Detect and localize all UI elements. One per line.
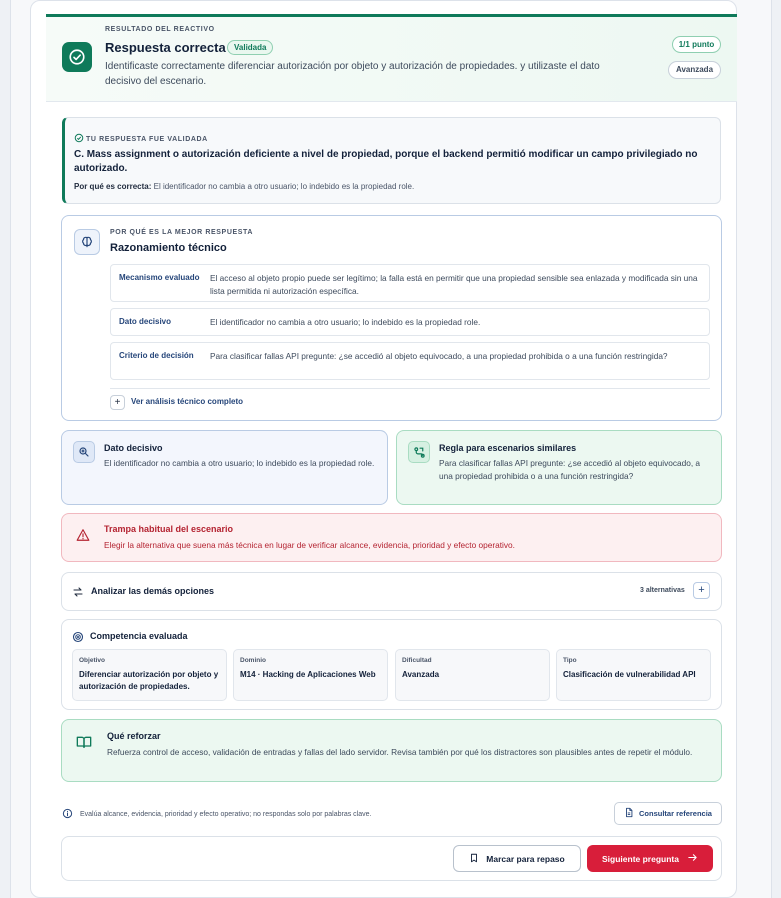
competency-value: Clasificación de vulnerabilidad API [563, 670, 696, 679]
trap-text: Elegir la alternativa que suena más técnica en lugar de verificar alcance, evidencia, prioridad y efecto operativo. [104, 540, 515, 550]
reinforce-text: Refuerza control de acceso, validación de entradas y fallas del lado servidor. Revisa también por qué los distractores son plausibles antes de repetir el módulo. [107, 747, 693, 757]
search-zoom-icon [73, 441, 95, 463]
result-title: Respuesta correcta [105, 40, 226, 55]
trap-panel [61, 513, 722, 562]
competency-objective [72, 649, 227, 701]
rule-title: Regla para escenarios similares [439, 443, 577, 453]
competency-key: Dominio [240, 657, 266, 664]
check-circle-icon [74, 130, 84, 148]
answer-why [74, 182, 414, 191]
row-key: Dato decisivo [119, 317, 172, 326]
result-description: Identificaste correctamente diferenciar autorización por objeto y autorización de propiedades. y utilizaste el dato decisivo del escenario. [105, 61, 600, 87]
competency-value: M14 · Hacking de Aplicaciones Web [240, 670, 376, 679]
row-value: El acceso al objeto propio puede ser legítimo; la falla está en permitir que una propiedad sensible sea enlazada y modificada sin una lista permitida ni autorización específica. [210, 273, 698, 296]
reference-button-label: Consultar referencia [639, 809, 712, 818]
brain-icon [74, 229, 100, 255]
validated-badge: Validada [227, 40, 273, 55]
result-eyebrow: RESULTADO DEL REACTIVO [105, 26, 215, 33]
mark-button-label: Marcar para repaso [486, 853, 565, 864]
footer-hint [62, 808, 371, 821]
expand-analysis-button[interactable]: + [110, 395, 125, 410]
arrow-right-icon [687, 852, 698, 865]
score-badge: 1/1 punto [672, 36, 721, 53]
row-value: Para clasificar fallas API pregunte: ¿se accedió al objeto equivocado, a una propiedad prohibida o a una función restringida? [210, 351, 668, 361]
competency-domain [233, 649, 388, 701]
expand-options-button[interactable]: + [693, 582, 710, 599]
answer-text: C. Mass assignment o autorización deficiente a nivel de propiedad, porque el backend permitió modificar un campo privilegiado no autorizado. [74, 149, 698, 174]
row-key: Mecanismo evaluado [119, 273, 200, 282]
next-button-label: Siguiente pregunta [602, 853, 679, 864]
info-icon [62, 808, 73, 821]
trap-title: Trampa habitual del escenario [104, 524, 234, 534]
level-badge: Avanzada [668, 61, 721, 79]
competency-value: Avanzada [402, 670, 440, 679]
competency-title: Competencia evaluada [90, 631, 188, 641]
reasoning-row-mechanism [110, 264, 710, 302]
target-icon [72, 630, 84, 648]
mark-for-review-button[interactable] [453, 845, 581, 872]
document-icon [624, 807, 634, 820]
row-key: Criterio de decisión [119, 351, 194, 360]
competency-type [556, 649, 711, 701]
alternatives-count: 3 alternativas [640, 587, 685, 594]
decisive-text: El identificador no cambia a otro usuario; lo indebido es la propiedad role. [104, 458, 375, 468]
reference-button[interactable] [614, 802, 722, 825]
competency-difficulty [395, 649, 550, 701]
warning-icon [76, 528, 90, 547]
reasoning-row-criterion [110, 342, 710, 380]
rule-text: Para clasificar fallas API pregunte: ¿se accedió al objeto equivocado, a una propiedad prohibida o a una función restringida? [439, 458, 701, 481]
open-book-icon [76, 734, 92, 755]
answer-why-label: Por qué es correcta: [74, 182, 152, 191]
reasoning-eyebrow: POR QUÉ ES LA MEJOR RESPUESTA [110, 229, 254, 236]
answer-why-text: El identificador no cambia a otro usuario; lo indebido es la propiedad role. [153, 182, 415, 191]
competency-key: Tipo [563, 657, 577, 664]
route-icon [408, 441, 430, 463]
check-circle-icon [62, 42, 92, 72]
row-value: El identificador no cambia a otro usuario; lo indebido es la propiedad role. [210, 317, 481, 327]
decisive-title: Dato decisivo [104, 443, 163, 453]
competency-value: Diferenciar autorización por objeto y autorización de propiedades. [79, 670, 219, 691]
answer-eyebrow: TU RESPUESTA FUE VALIDADA [86, 135, 208, 143]
next-question-button[interactable] [587, 845, 713, 872]
answer-eyebrow-row [74, 130, 208, 148]
expand-analysis-link[interactable]: Ver análisis técnico completo [131, 397, 244, 406]
analyze-options-title[interactable]: Analizar las demás opciones [91, 586, 215, 596]
divider [110, 388, 710, 389]
footer-hint-text: Evalúa alcance, evidencia, prioridad y efecto operativo; no respondas solo por palabras clave. [80, 811, 372, 818]
competency-key: Dificultad [402, 657, 432, 664]
swap-arrows-icon [72, 585, 84, 603]
reasoning-row-decisive [110, 308, 710, 336]
reasoning-title: Razonamiento técnico [110, 242, 227, 254]
reinforce-title: Qué reforzar [107, 731, 161, 741]
bookmark-icon [469, 852, 479, 866]
competency-key: Objetivo [79, 657, 106, 664]
